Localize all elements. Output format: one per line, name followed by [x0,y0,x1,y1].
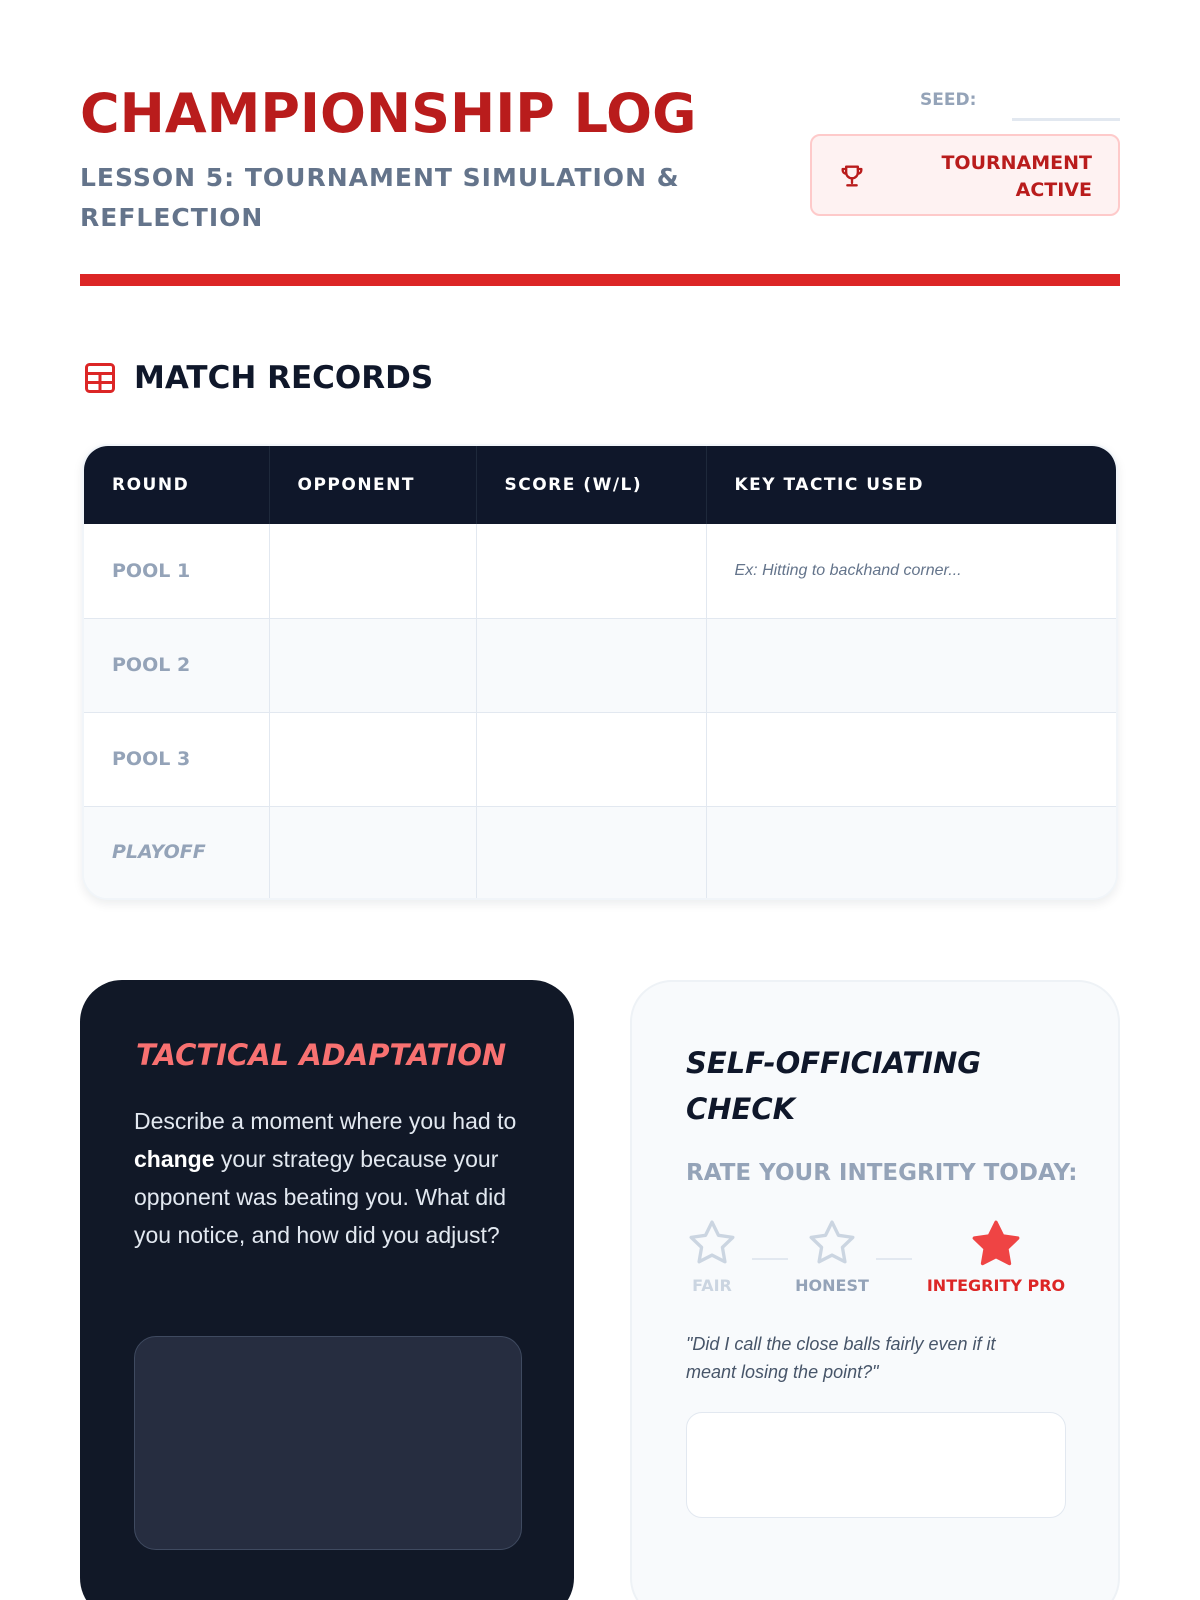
tournament-status-badge [810,134,1120,216]
seed-field-group [920,88,1120,120]
page-subtitle: LESSON 5: TOURNAMENT SIMULATION & REFLECTION [80,163,680,232]
prompt-text: your strategy because your opponent was beating you. What did you notice, and how did you adjust? [134,1146,507,1248]
badge-label: TOURNAMENT ACTIVE [941,152,1092,201]
tactic-placeholder: Ex: Hitting to backhand corner... [734,561,962,579]
seed-input[interactable] [1012,118,1120,121]
tactic-cell[interactable] [706,806,1116,898]
opponent-cell[interactable] [269,524,476,618]
table-row [84,524,1116,618]
integrity-question: "Did I call the close balls fairly even if it meant losing the point?" [686,1334,996,1382]
rating-option-integrity-pro[interactable] [916,1218,1076,1295]
table-header-row [84,446,1116,524]
tactical-adaptation-textarea[interactable] [134,1336,522,1550]
tactic-cell[interactable] [706,712,1116,806]
trophy-icon [838,162,866,190]
opponent-cell[interactable] [269,806,476,898]
tactic-cell[interactable] [706,618,1116,712]
seed-label: SEED: [920,90,977,110]
star-filled-icon [969,1218,1023,1270]
rating-connector [752,1258,788,1260]
page-header [80,80,1120,290]
opponent-cell[interactable] [269,618,476,712]
self-officiating-title: SELF-OFFICIATING CHECK [686,1046,982,1126]
column-header-tactic: KEY TACTIC USED [734,475,925,495]
star-outline-icon [806,1218,858,1268]
score-cell[interactable] [476,806,706,898]
round-cell: POOL 3 [84,712,269,806]
rate-label: RATE YOUR INTEGRITY TODAY: [686,1160,1078,1186]
prompt-emphasis: change [134,1146,215,1172]
column-header-round: ROUND [84,446,269,524]
tactic-cell[interactable] [706,524,1116,618]
rating-label: FAIR [692,1276,732,1295]
score-cell[interactable] [476,712,706,806]
self-officiating-textarea[interactable] [686,1412,1066,1518]
tactical-adaptation-title: TACTICAL ADAPTATION [136,1038,507,1072]
rating-label: INTEGRITY PRO [926,1276,1066,1295]
page-title: CHAMPIONSHIP LOG [80,82,697,145]
table-row [84,806,1116,898]
rating-option-fair[interactable] [684,1218,740,1295]
header-divider [80,274,1120,286]
tactical-adaptation-prompt [134,1102,534,1254]
opponent-cell[interactable] [269,712,476,806]
match-records-table [82,444,1118,900]
tactical-adaptation-card [80,980,574,1600]
round-cell: POOL 1 [84,524,269,618]
rating-option-honest[interactable] [792,1218,872,1295]
table-grid-icon [82,360,118,396]
column-header-opponent: OPPONENT [269,446,476,524]
prompt-text: Describe a moment where you had to [134,1108,517,1134]
table-row [84,618,1116,712]
score-cell[interactable] [476,524,706,618]
score-cell[interactable] [476,618,706,712]
section-title: MATCH RECORDS [134,360,434,396]
rating-label: HONEST [795,1276,869,1295]
rating-connector [876,1258,912,1260]
column-header-score: SCORE (W/L) [476,446,706,524]
star-outline-icon [686,1218,738,1268]
self-officiating-card [630,980,1120,1600]
round-cell: PLAYOFF [84,806,269,898]
table-row [84,712,1116,806]
round-cell: POOL 2 [84,618,269,712]
